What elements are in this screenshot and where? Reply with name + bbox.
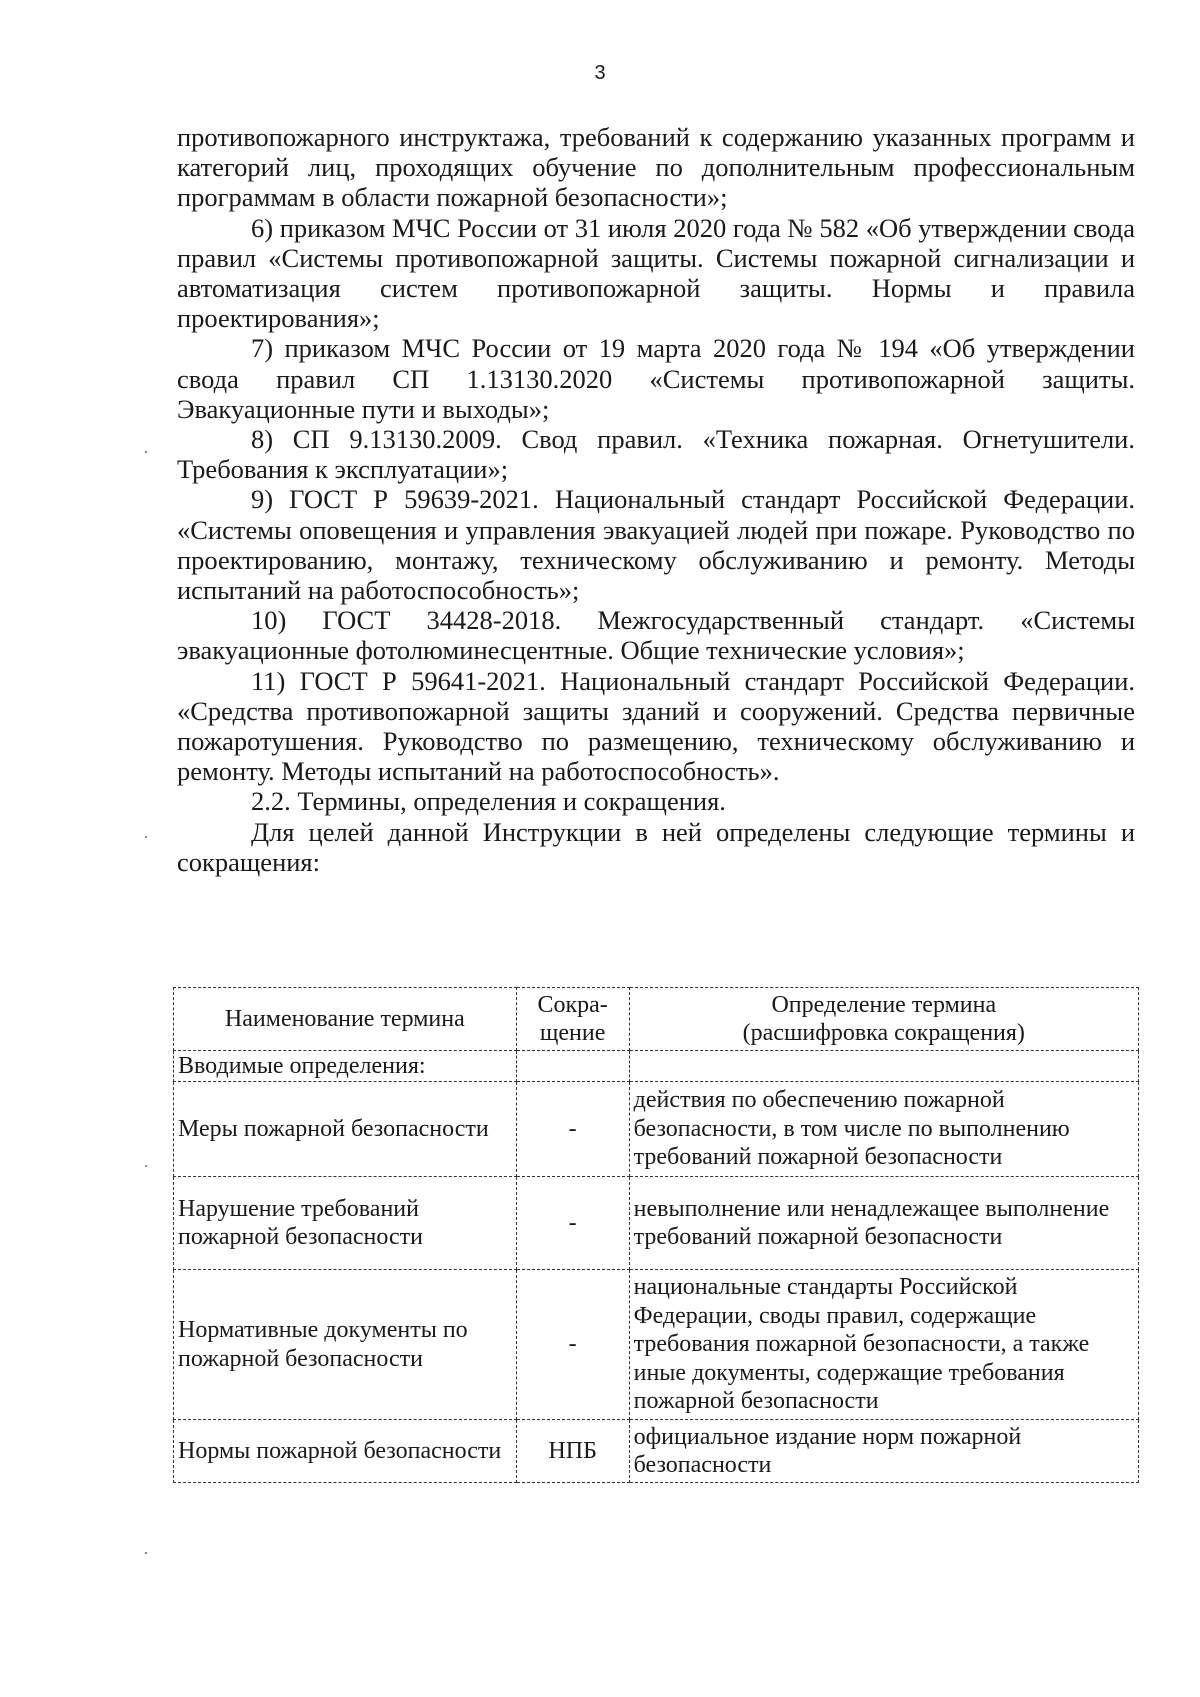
- header-definition: Определение термина (расшифровка сокращения): [629, 988, 1138, 1051]
- paragraph-continuation: противопожарного инструктажа, требований к содержанию указанных программ и категорий лиц, проходящих обучение по дополнительным профессиональным программам в области пожарной безопасности»;: [177, 122, 1135, 213]
- table-row: [174, 1082, 1139, 1177]
- term-name: Нормативные документы по пожарной безопасности: [174, 1270, 517, 1420]
- term-abbreviation: НПБ: [516, 1420, 629, 1483]
- paragraph-item-9: 9) ГОСТ Р 59639-2021. Национальный стандарт Российской Федерации. «Системы оповещения и управления эвакуацией людей при пожаре. Руководство по проектированию, монтажу, техническому обслуживанию и ремонту. Методы испытаний на работоспособность»;: [177, 484, 1135, 606]
- term-name: Нормы пожарной безопасности: [174, 1420, 517, 1483]
- paragraph-item-7: 7) приказом МЧС России от 19 марта 2020 года № 194 «Об утверждении свода правил СП 1.13130.2020 «Системы противопожарной защиты. Эвакуационные пути и выходы»;: [177, 333, 1135, 424]
- term-abbreviation: -: [516, 1082, 629, 1177]
- term-name: Меры пожарной безопасности: [174, 1082, 517, 1177]
- header-abbreviation: Сокра- щение: [516, 988, 629, 1051]
- page-number: 3: [594, 62, 606, 84]
- paragraph-item-10: 10) ГОСТ 34428-2018. Межгосударственный стандарт. «Системы эвакуационные фотолюминесцентные. Общие технические условия»;: [177, 605, 1135, 666]
- table-section-row: [174, 1051, 1139, 1082]
- section-empty-cell: [629, 1051, 1138, 1082]
- terms-table: [173, 987, 1139, 1483]
- section-heading: 2.2. Термины, определения и сокращения.: [251, 786, 726, 817]
- scan-speck: [145, 451, 147, 453]
- scan-speck: [145, 1165, 147, 1167]
- table-row: [174, 1420, 1139, 1483]
- section-empty-cell: [516, 1051, 629, 1082]
- paragraph-item-6: 6) приказом МЧС России от 31 июля 2020 года № 582 «Об утверждении свода правил «Системы противопожарной защиты. Системы пожарной сигнализации и автоматизация систем противопожарной защиты. Нормы и правила проектирования»;: [177, 212, 1135, 334]
- table-header-row: [174, 988, 1139, 1051]
- term-definition: действия по обеспечению пожарной безопасности, в том числе по выполнению требований пожарной безопасности: [629, 1082, 1138, 1177]
- table-row: [174, 1270, 1139, 1420]
- term-abbreviation: -: [516, 1177, 629, 1270]
- scan-speck: [145, 836, 147, 838]
- term-definition: невыполнение или ненадлежащее выполнение требований пожарной безопасности: [629, 1177, 1138, 1270]
- term-abbreviation: -: [516, 1270, 629, 1420]
- term-definition: официальное издание норм пожарной безопасности: [629, 1420, 1138, 1483]
- body-text: [177, 122, 1135, 877]
- scan-speck: [145, 1552, 147, 1554]
- section-label: Вводимые определения:: [174, 1051, 517, 1082]
- paragraph-item-11: 11) ГОСТ Р 59641-2021. Национальный стандарт Российской Федерации. «Средства противопожарной защиты зданий и сооружений. Средства первичные пожаротушения. Руководство по размещению, техническому обслуживанию и ремонту. Методы испытаний на работоспособность».: [177, 665, 1135, 787]
- term-definition: национальные стандарты Российской Федерации, своды правил, содержащие требования пожарной безопасности, а также иные документы, содержащие требования пожарной безопасности: [629, 1270, 1138, 1420]
- table-row: [174, 1177, 1139, 1270]
- paragraph-intro-terms: Для целей данной Инструкции в ней определены следующие термины и сокращения:: [177, 816, 1135, 877]
- term-name: Нарушение требований пожарной безопасности: [174, 1177, 517, 1270]
- paragraph-item-8: 8) СП 9.13130.2009. Свод правил. «Техника пожарная. Огнетушители. Требования к эксплуатации»;: [177, 424, 1135, 485]
- header-term-name: Наименование термина: [174, 988, 517, 1051]
